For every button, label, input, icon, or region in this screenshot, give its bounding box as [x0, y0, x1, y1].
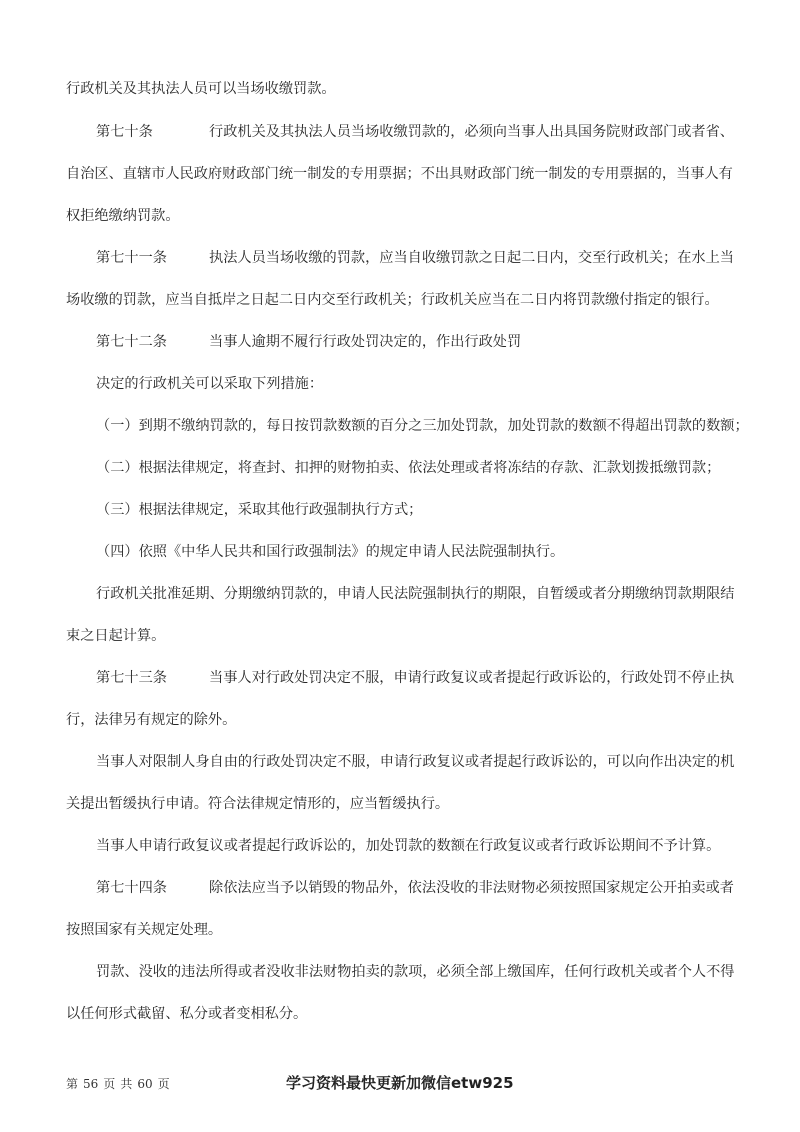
- page-number: [66, 1076, 175, 1092]
- measure-item: （一）到期不缴纳罚款的，每日按罚款数额的百分之三加处罚款，加处罚款的数额不得超出罚款的数额；: [96, 418, 749, 434]
- footer-watermark-text: 学习资料最快更新加微信etw925: [286, 1074, 514, 1092]
- text-line: 按照国家有关规定处理。: [66, 922, 223, 938]
- article-number: 第七十条: [96, 124, 153, 140]
- measure-item: （四）依照《中华人民共和国行政强制法》的规定申请人民法院强制执行。: [96, 544, 565, 560]
- page-label: 页: [157, 1077, 170, 1091]
- article-71-line: [96, 248, 734, 268]
- measure-item: （二）根据法律规定，将查封、扣押的财物拍卖、依法处理或者将冻结的存款、汇款划拨抵缴罚款；: [96, 460, 721, 476]
- article-text: 当事人逾期不履行行政处罚决定的，作出行政处罚: [209, 334, 522, 350]
- text-line: 束之日起计算。: [66, 628, 166, 644]
- page-label: 页: [103, 1077, 116, 1091]
- article-text: 执法人员当场收缴的罚款，应当自收缴罚款之日起二日内，交至行政机关；在水上当: [209, 250, 734, 266]
- article-number: 第七十二条: [96, 334, 167, 350]
- article-73-line: [96, 668, 734, 688]
- text-line: 自治区、直辖市人民政府财政部门统一制发的专用票据；不出具财政部门统一制发的专用票据的，当事人有: [66, 166, 733, 182]
- article-text: 当事人对行政处罚决定不服，申请行政复议或者提起行政诉讼的，行政处罚不停止执: [209, 670, 734, 686]
- article-72-line: [96, 332, 521, 352]
- article-text: 行政机关及其执法人员当场收缴罚款的，必须向当事人出具国务院财政部门或者省、: [209, 124, 734, 140]
- text-line: 场收缴的罚款，应当自抵岸之日起二日内交至行政机关；行政机关应当在二日内将罚款缴付指定的银行。: [66, 292, 719, 308]
- article-text: 除依法应当予以销毁的物品外，依法没收的非法财物必须按照国家规定公开拍卖或者: [209, 880, 734, 896]
- text-line: 行政机关批准延期、分期缴纳罚款的，申请人民法院强制执行的期限，自暂缓或者分期缴纳罚款期限结: [96, 586, 735, 602]
- current-page: 56: [83, 1077, 99, 1091]
- total-pages: 60: [137, 1077, 153, 1091]
- measure-item: （三）根据法律规定，采取其他行政强制执行方式；: [96, 502, 423, 518]
- text-line: 当事人对限制人身自由的行政处罚决定不服，申请行政复议或者提起行政诉讼的，可以向作出决定的机: [96, 754, 735, 770]
- article-number: 第七十三条: [96, 670, 167, 686]
- text-line: 行政机关及其执法人员可以当场收缴罚款。: [66, 81, 336, 97]
- text-line: 以任何形式截留、私分或者变相私分。: [66, 1006, 308, 1022]
- text-line: 决定的行政机关可以采取下列措施：: [96, 376, 324, 392]
- text-line: 权拒绝缴纳罚款。: [66, 208, 180, 224]
- article-74-line: [96, 878, 734, 898]
- article-number: 第七十一条: [96, 250, 167, 266]
- article-number: 第七十四条: [96, 880, 167, 896]
- text-line: 行，法律另有规定的除外。: [66, 712, 237, 728]
- text-line: 当事人申请行政复议或者提起行政诉讼的，加处罚款的数额在行政复议或者行政诉讼期间不予计算。: [96, 838, 721, 854]
- article-70-line: [96, 122, 734, 142]
- page-label: 共: [120, 1077, 133, 1091]
- page-label: 第: [66, 1077, 79, 1091]
- text-line: 关提出暂缓执行申请。符合法律规定情形的，应当暂缓执行。: [66, 796, 450, 812]
- text-line: 罚款、没收的违法所得或者没收非法财物拍卖的款项，必须全部上缴国库，任何行政机关或者个人不得: [96, 964, 735, 980]
